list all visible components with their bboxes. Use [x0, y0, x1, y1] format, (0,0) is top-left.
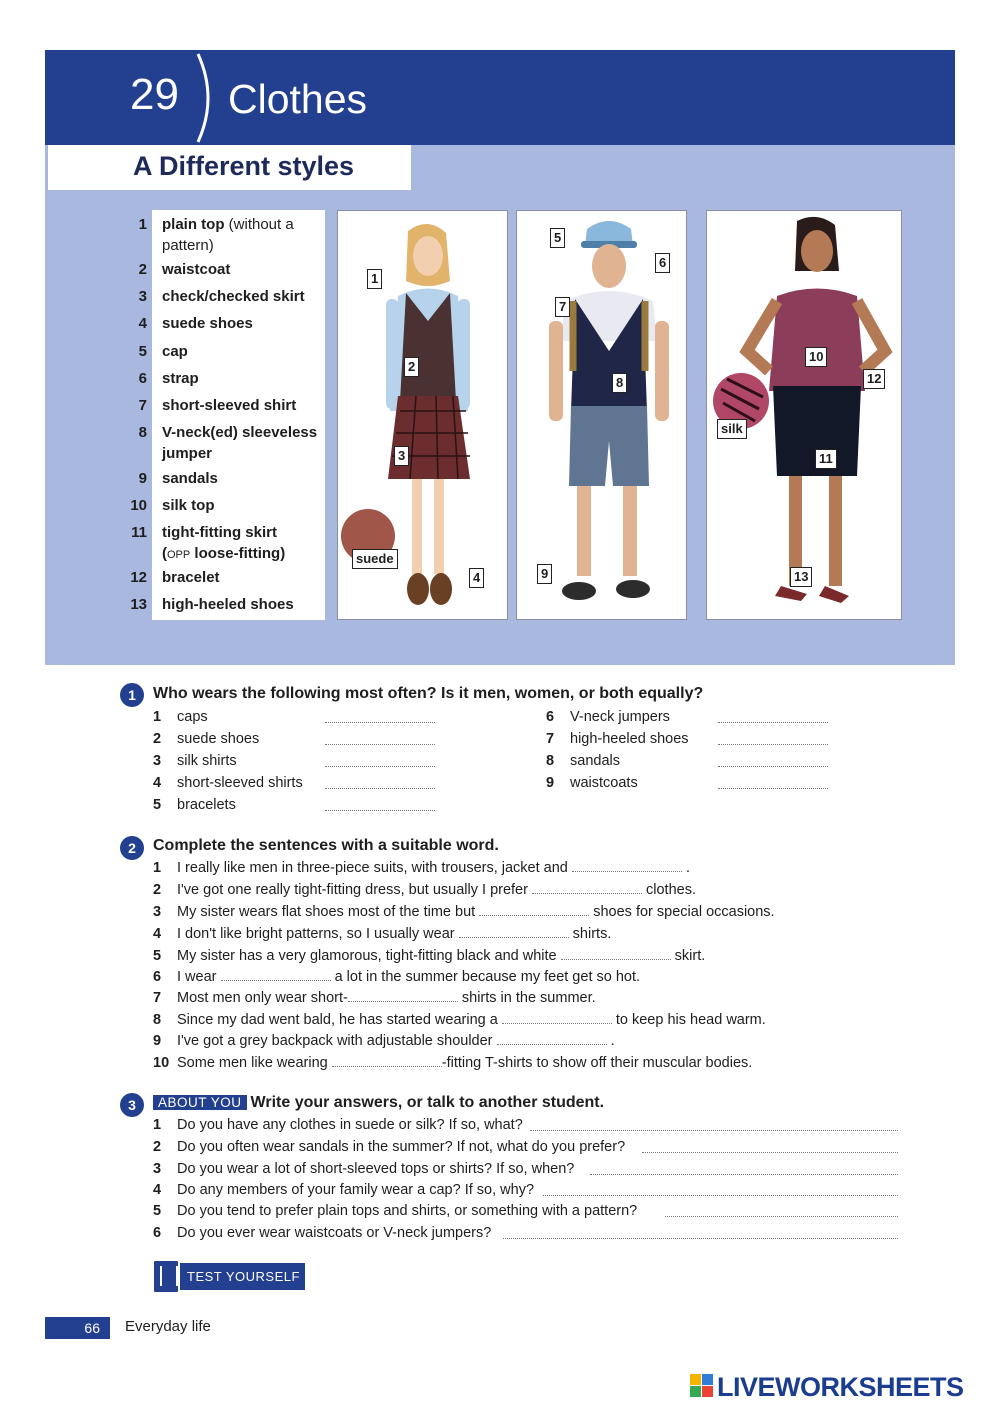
unit-number: 29	[130, 70, 179, 119]
callout-label: 11	[815, 449, 837, 469]
answer-field[interactable]	[503, 1238, 898, 1239]
unit-header-band	[45, 50, 955, 145]
exercise-3-instruction: ABOUT YOU Write your answers, or talk to another student.	[153, 1094, 604, 1112]
callout-label: 12	[863, 369, 885, 389]
exercise-2-bullet: 2	[120, 836, 144, 860]
answer-field[interactable]	[325, 788, 435, 789]
answer-field[interactable]	[718, 722, 828, 723]
answer-field[interactable]	[532, 880, 642, 894]
callout-label: 8	[612, 373, 627, 393]
picture-panel-2	[516, 210, 687, 620]
answer-field[interactable]	[502, 1010, 612, 1024]
callout-label: 5	[550, 228, 565, 248]
liveworksheets-brand: LIVEWORKSHEETS	[717, 1372, 964, 1402]
callout-label: 6	[655, 253, 670, 273]
callout-label: 4	[469, 568, 484, 588]
answer-field[interactable]	[479, 902, 589, 916]
section-title: A Different styles	[133, 151, 355, 181]
answer-field[interactable]	[332, 1053, 442, 1067]
answer-field[interactable]	[572, 858, 682, 872]
suede-callout: suede	[352, 549, 398, 569]
answer-field[interactable]	[718, 744, 828, 745]
about-you-tag: ABOUT YOU	[153, 1095, 247, 1110]
answer-field[interactable]	[561, 946, 671, 960]
woman-silk-top-illustration	[707, 211, 901, 619]
answer-field[interactable]	[718, 766, 828, 767]
callout-label: 3	[394, 446, 409, 466]
header-divider-arc	[192, 52, 222, 144]
callout-label: 7	[555, 297, 570, 317]
answer-field[interactable]	[325, 744, 435, 745]
liveworksheets-logo-icon	[690, 1374, 714, 1398]
exercise-3-bullet: 3	[120, 1093, 144, 1117]
callout-label: 2	[404, 357, 419, 377]
picture-panel-1	[337, 210, 508, 620]
answer-field[interactable]	[221, 967, 331, 981]
answer-field[interactable]	[325, 766, 435, 767]
exercise-2-instruction: Complete the sentences with a suitable word.	[153, 837, 499, 854]
page-number: 66	[45, 1317, 110, 1339]
exercise-1-instruction: Who wears the following most often? Is it men, women, or both equally?	[153, 685, 704, 702]
answer-field[interactable]	[530, 1130, 898, 1131]
answer-field[interactable]	[590, 1174, 898, 1175]
callout-label: 9	[537, 564, 552, 584]
answer-field[interactable]	[497, 1031, 607, 1045]
answer-field[interactable]	[665, 1216, 898, 1217]
unit-title: Clothes	[228, 76, 368, 122]
answer-field[interactable]	[325, 810, 435, 811]
picture-panel-3	[706, 210, 902, 620]
footer-section: Everyday life	[125, 1318, 211, 1335]
callout-label: 10	[805, 347, 827, 367]
test-yourself-button[interactable]: TEST YOURSELF	[155, 1263, 305, 1290]
answer-field[interactable]	[348, 988, 458, 1002]
answer-field[interactable]	[543, 1195, 898, 1196]
callout-label: 1	[367, 269, 382, 289]
book-icon	[152, 1259, 180, 1294]
answer-field[interactable]	[718, 788, 828, 789]
exercise-1-bullet: 1	[120, 683, 144, 707]
answer-field[interactable]	[325, 722, 435, 723]
answer-field[interactable]	[459, 924, 569, 938]
callout-label: 13	[790, 567, 812, 587]
silk-callout: silk	[717, 419, 747, 439]
answer-field[interactable]	[642, 1152, 898, 1153]
